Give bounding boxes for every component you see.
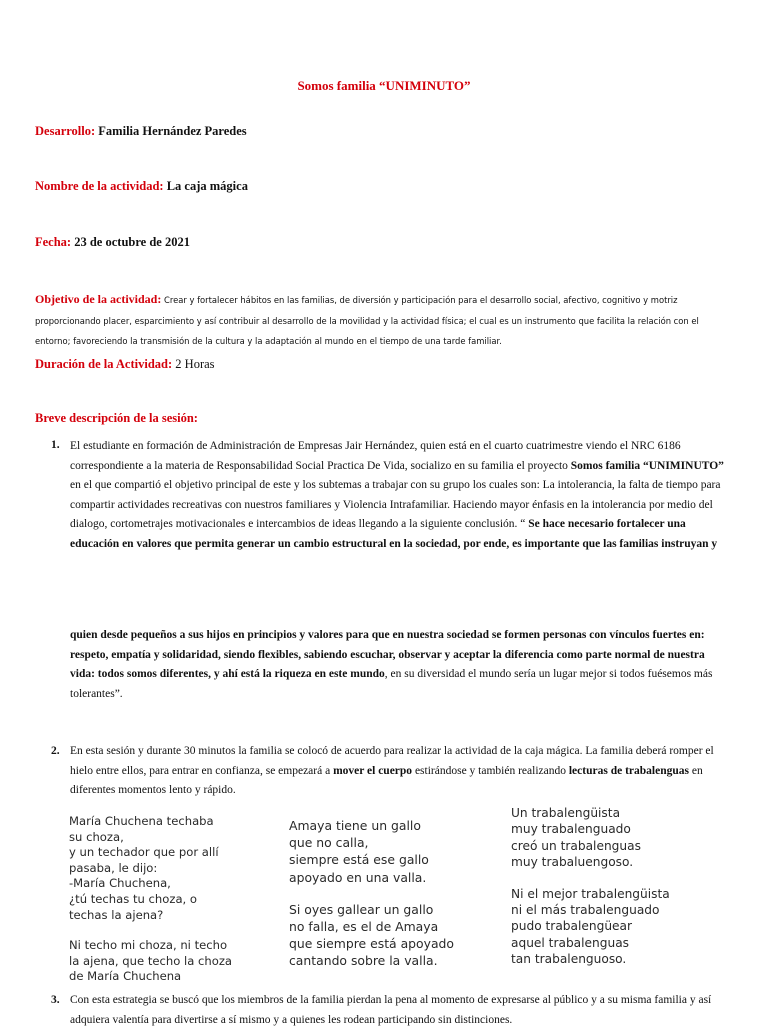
verse-line: que no calla, xyxy=(289,835,369,851)
verse-line: muy trabaluengoso. xyxy=(511,855,634,870)
item-1-text-b: en el que compartió el objetivo principal de este y los subtemas a trabajar con su grupo los cuales son: La intolerancia, la falta de tiempo para compartir actividades recreativas con nuestros familiares y Violencia Intrafamiliar. Haciendo mayor énfasis en la intolerancia por medio del dialogo, cortometrajes motivacionales e intercambios de ideas llegando a la siguiente conclusión. “ xyxy=(70,479,721,530)
duracion-field xyxy=(35,357,215,372)
verse-line: creó un trabalenguas xyxy=(511,838,641,853)
actividad-value: La caja mágica xyxy=(163,179,248,193)
item-1-bold-b: Se hace necesario fortalecer una educación en valores que permita generar un cambio estructural en la sociedad, por ende, es importante que las familias instruyan y xyxy=(70,518,718,550)
item-2-bold-b: lecturas de trabalenguas xyxy=(568,764,689,777)
document-title: Somos familia “UNIMINUTO” xyxy=(297,78,471,93)
verse-line: Ni techo mi choza, ni techo xyxy=(69,938,228,953)
objetivo-text: Crear y fortalecer hábitos en las familias, de diversión y participación para el desarrollo social, afectivo, cognitivo y motriz proporcionando placer, esparcimiento y así contribuir al desarrollo de la movilidad y la actividad física; el cual es un instrumento que facilita la relación con el entorno; favoreciendo la transmisión de la cultura y la adaptación al mundo en el tiempo de una tarde familiar. xyxy=(35,295,699,346)
desarrollo-field xyxy=(35,124,247,139)
item-1-bold-a: Somos familia “UNIMINUTO” xyxy=(570,459,724,472)
item-1-bold-c: quien desde pequeños a sus hijos en principios y valores para que en nuestra sociedad se formen personas con vínculos fuertes en: respeto, empatía y solidaridad, siendo flexibles, sabiendo escuchar, observar y aceptar la diferencia como parte normal de nuestra vida: todos somos diferentes, y ahí está la riqueza en este mundo xyxy=(70,629,705,680)
item-2-text-b: estirándose y también realizando xyxy=(412,764,569,777)
verse-line: tan trabalenguoso. xyxy=(511,952,627,967)
verse-line: ¿tú techas tu choza, o xyxy=(69,891,198,906)
verse-line: no falla, es el de Amaya xyxy=(289,919,439,935)
item-1-number: 1. xyxy=(51,439,60,451)
item-2-text-a: En esta sesión y durante 30 minutos la familia se colocó de acuerdo para realizar la actividad de la caja mágica. La familia deberá romper el hielo entre ellos, para entrar en confianza, se empezará a xyxy=(70,745,714,777)
item-3-paragraph: Con esta estrategia se buscó que los miembros de la familia pierdan la pena al momento de expresarse al público y a su misma familia y así adquiera valentía para divertirse a sí mismo y a quienes les rodean participando sin distinciones. xyxy=(70,994,712,1026)
verse-line: María Chuchena techaba xyxy=(69,814,214,828)
item-3-number: 3. xyxy=(51,994,60,1006)
item-1-text-a: El estudiante en formación de Administración de Empresas Jair Hernández, quien está en el cuarto cuatrimestre viendo el NRC 6186 correspondiente a la materia de Responsabilidad Social Practica De Vida, socializo en su familia el proyecto xyxy=(70,440,681,472)
breve-heading: Breve descripción de la sesión: xyxy=(35,411,198,425)
verse-line: cantando sobre la valla. xyxy=(289,953,438,969)
objetivo-label: Objetivo de la actividad: xyxy=(35,292,162,306)
objetivo-field xyxy=(35,290,725,352)
verse-line: que siempre está apoyado xyxy=(289,936,454,952)
fecha-field xyxy=(35,235,190,250)
tongue-twister-chuchena xyxy=(69,814,269,985)
fecha-label: Fecha: xyxy=(35,235,72,249)
duracion-value: 2 Horas xyxy=(172,357,215,371)
desarrollo-value: Familia Hernández Paredes xyxy=(95,124,247,138)
fecha-value: 23 de octubre de 2021 xyxy=(71,235,190,249)
verse-line: aquel trabalenguas xyxy=(511,935,630,950)
verse-line: Un trabalengüista xyxy=(511,806,621,820)
actividad-field xyxy=(35,179,248,194)
verse-line: -María Chuchena, xyxy=(69,876,171,891)
verse-line: muy trabalenguado xyxy=(511,822,631,837)
verse-line: ni el más trabalenguado xyxy=(511,903,660,918)
verse-line: pasaba, le dijo: xyxy=(69,860,158,875)
item-1-text-c: , en su diversidad el mundo sería un lugar mejor si todos fuésemos más tolerantes”. xyxy=(70,668,713,700)
verse-line: su choza, xyxy=(69,829,124,844)
item-1-continuation xyxy=(70,626,730,704)
verse-line: la ajena, que techo la choza xyxy=(69,953,233,968)
verse-line: Si oyes gallear un gallo xyxy=(289,901,434,917)
verse-line: apoyado en una valla. xyxy=(289,869,427,885)
verse-line: de María Chuchena xyxy=(69,969,182,984)
desarrollo-label: Desarrollo: xyxy=(35,124,96,138)
tongue-twister-amaya xyxy=(289,817,489,970)
item-2-number: 2. xyxy=(51,745,60,757)
item-2-paragraph xyxy=(70,742,730,801)
item-2-text-c: en diferentes momentos lento y rápido. xyxy=(70,764,703,796)
item-2-bold-a: mover el cuerpo xyxy=(333,764,413,777)
verse-line: siempre está ese gallo xyxy=(289,852,429,868)
verse-line: y un techador que por allí xyxy=(69,845,219,860)
verse-line: Ni el mejor trabalengüista xyxy=(511,886,670,901)
item-1-paragraph xyxy=(70,437,730,554)
actividad-label: Nombre de la actividad: xyxy=(35,179,164,193)
verse-line: Amaya tiene un gallo xyxy=(289,818,421,833)
tongue-twister-trabalenguista xyxy=(511,805,711,968)
duracion-label: Duración de la Actividad: xyxy=(35,357,173,371)
verse-line: techas la ajena? xyxy=(69,907,164,922)
verse-line: pudo trabalengüear xyxy=(511,919,633,934)
